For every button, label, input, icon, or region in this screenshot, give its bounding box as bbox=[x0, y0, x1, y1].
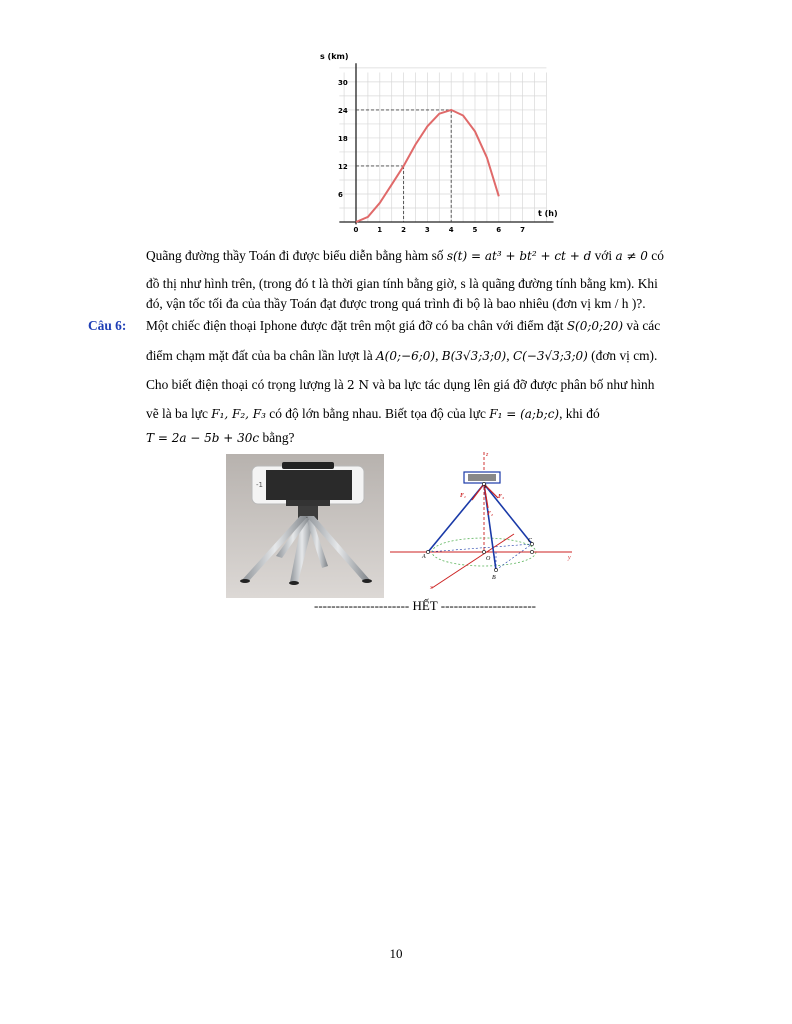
F1-label: F₁ bbox=[460, 493, 467, 499]
y-tick-label: 6 bbox=[338, 190, 343, 199]
x-tick-label: 1 bbox=[377, 226, 383, 234]
T-formula: T = 2a − 5b + 30c bbox=[146, 431, 260, 445]
q3-text-b: và ba lực tác dụng lên giá đỡ được phân bố như hình bbox=[368, 377, 655, 392]
point-C: C(−3√3;3;0) bbox=[512, 349, 588, 363]
x-label: x bbox=[430, 585, 433, 591]
F2-label: F₂ bbox=[487, 511, 494, 517]
x-tick-label: 6 bbox=[496, 226, 502, 234]
x-tick-label: 2 bbox=[401, 226, 406, 234]
x-tick-label: 0 bbox=[353, 226, 359, 234]
question-line-1 bbox=[146, 318, 660, 334]
label-O: O bbox=[486, 556, 491, 562]
label-C: C bbox=[528, 538, 533, 544]
question-line-4 bbox=[146, 406, 600, 422]
x-tick-label: 3 bbox=[424, 226, 430, 234]
question-line-5 bbox=[146, 430, 294, 446]
q2-text-a: điểm chạm mặt đất của ba chân lần lượt là bbox=[146, 348, 376, 363]
weight: 2 N bbox=[347, 378, 369, 392]
y-tick-label: 24 bbox=[338, 106, 348, 115]
x-tick-label: 7 bbox=[520, 226, 525, 234]
force-diagram bbox=[386, 448, 582, 598]
end-marker: ---------------------- HẾT ---------------------- bbox=[313, 598, 536, 613]
p1-text-b: với bbox=[591, 248, 616, 263]
label-A: A bbox=[422, 554, 426, 560]
z-label: z bbox=[486, 452, 489, 458]
p1-text-c: có bbox=[647, 248, 664, 263]
q1-text-a: Một chiếc điện thoại Iphone được đặt trên một giá đỡ có ba chân với điểm đặt bbox=[146, 318, 567, 333]
chart-ticks bbox=[338, 79, 525, 234]
y-tick-label: 12 bbox=[338, 162, 348, 171]
chart-grid bbox=[339, 63, 553, 224]
point-A: A(0;−6;0) bbox=[376, 349, 436, 363]
force-F1-arrow bbox=[472, 484, 484, 500]
question-6-label: Câu 6: bbox=[88, 318, 127, 333]
paragraph-line-1 bbox=[146, 248, 706, 264]
label-B: B bbox=[492, 575, 496, 581]
q4-text-b: có độ lớn bằng nhau. Biết tọa độ của lực bbox=[265, 406, 490, 421]
y-tick-label: 18 bbox=[338, 134, 348, 143]
distance-time-chart bbox=[284, 48, 564, 240]
p1-formula: s(t) = at³ + bt² + ct + d bbox=[446, 249, 592, 263]
phone-text: -1 bbox=[256, 481, 263, 489]
question-line-3 bbox=[146, 377, 654, 393]
forces: F₁, F₂, F₃ bbox=[211, 407, 266, 421]
q3-text-a: Cho biết điện thoại có trọng lượng là bbox=[146, 377, 348, 392]
p1-text-a: Quãng đường thầy Toán đi được biểu diễn bằng hàm số bbox=[146, 248, 447, 263]
y-tick-label: 30 bbox=[338, 78, 348, 87]
q2-text-b: (đơn vị cm). bbox=[587, 348, 658, 363]
y-axis-label: s (km) bbox=[320, 52, 349, 61]
tripod-phone-photo bbox=[226, 454, 384, 598]
x-axis-label: t (h) bbox=[538, 209, 558, 218]
force-F1: F₁ = (a;b;c) bbox=[489, 407, 560, 421]
point-S: S(0;0;20) bbox=[566, 319, 624, 333]
q4-text-a: vẽ là ba lực bbox=[146, 406, 212, 421]
q5-text-b: bằng? bbox=[259, 430, 295, 445]
F3-label: F₃ bbox=[498, 494, 505, 500]
q1-text-b: và các bbox=[623, 318, 661, 333]
label-S: S bbox=[484, 485, 487, 490]
paragraph-line-2: đồ thị như hình trên, (trong đó t là thời gian tính bằng giờ, s là quãng đường tính bằng km). Khi bbox=[146, 276, 658, 291]
x-tick-label: 5 bbox=[472, 226, 478, 234]
paragraph-line-3: đó, vận tốc tối đa của thầy Toán đạt được trong quá trình đi bộ là bao nhiêu (đơn vị km / h )?. bbox=[146, 296, 646, 311]
q4-text-c: , khi đó bbox=[559, 406, 600, 421]
point-B: B(3√3;3;0) bbox=[441, 349, 507, 363]
y-label: y bbox=[568, 555, 571, 561]
x-tick-label: 4 bbox=[448, 226, 454, 234]
question-line-2: điểm chạm mặt đất của ba chân lần lượt là A(0;−6;0), B(3√3;3;0), C(−3√3;3;0) (đơn vị cm). bbox=[146, 348, 658, 363]
p1-condition: a ≠ 0 bbox=[615, 249, 648, 263]
page-number: 10 bbox=[389, 946, 403, 961]
